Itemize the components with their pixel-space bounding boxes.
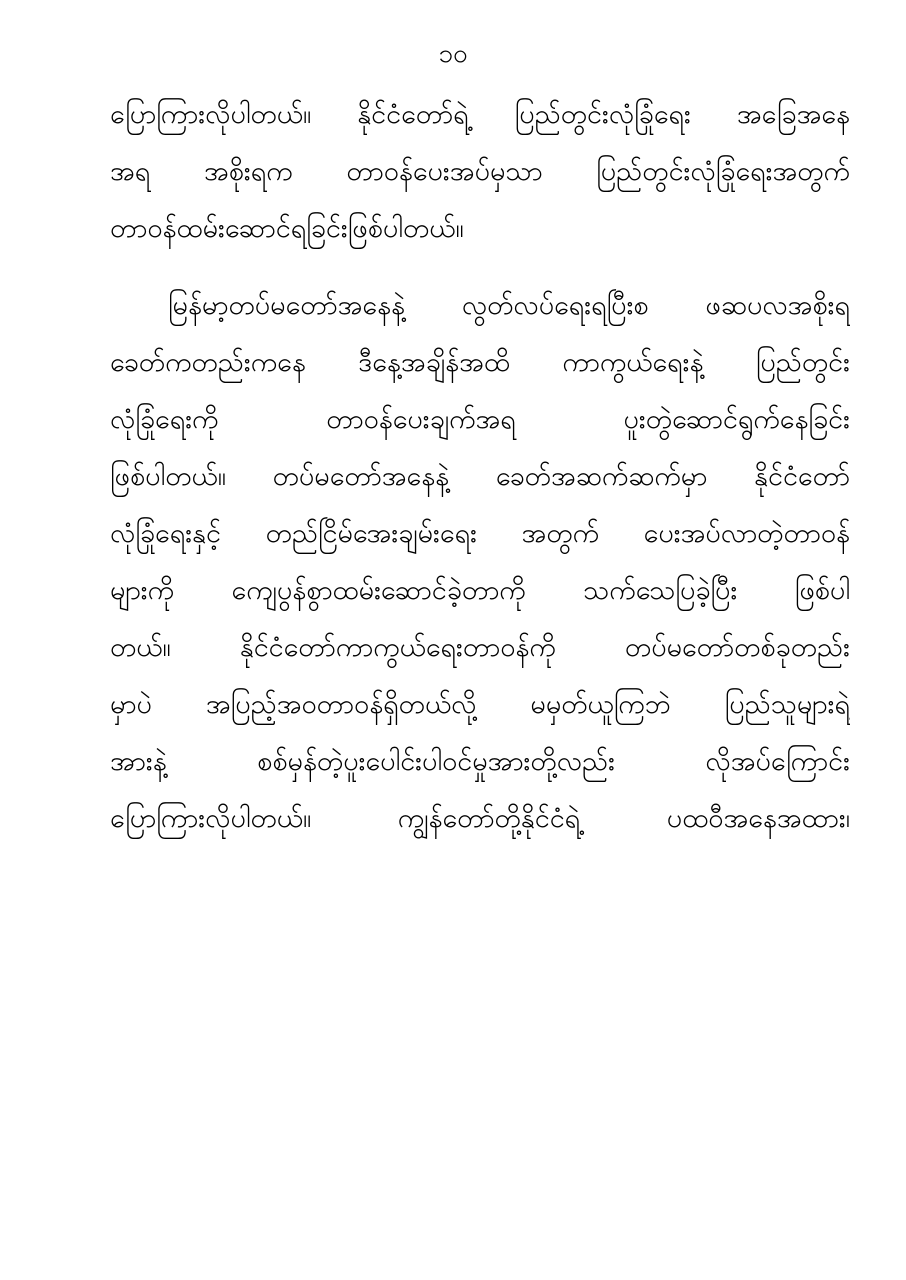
text-line (110, 86, 850, 143)
word: ဖဆပလအစိုးရ (705, 290, 850, 321)
word: မြန်မာ့တပ်မတော်အနေနဲ့ (168, 290, 406, 321)
text-line (110, 790, 850, 847)
word: ခေတ်ကတည်းကနေ (110, 347, 306, 378)
word: ပြောကြားလိုပါတယ်။ (110, 803, 312, 834)
text-line (110, 733, 850, 790)
word: ပထဝီအနေအထား၊ (666, 803, 850, 834)
word: မှာပဲ (110, 689, 152, 720)
text-line (110, 143, 850, 200)
page-number: ၁၀ (438, 39, 468, 69)
word: သက်သေပြခဲ့ပြီး (583, 575, 738, 606)
word: နိုင်ငံတော်ကာကွယ်ရေးတာဝန်ကို (239, 632, 556, 663)
word: အပြည့်အဝတာဝန်ရှိတယ်လို့ (205, 689, 477, 720)
word: လိုအပ်ကြောင်း (705, 746, 850, 777)
word: ပူးတွဲဆောင်ရွက်နေခြင်း (623, 404, 850, 435)
word: ဖြစ်ပါတယ်။ (110, 461, 226, 492)
word: တယ်။ (110, 632, 171, 663)
word: ဖြစ်ပါ (794, 575, 850, 606)
word: ပြောကြားလိုပါတယ်။ (110, 99, 312, 130)
paragraph-2 (110, 277, 850, 847)
word: စစ်မှန်တဲ့ပူးပေါင်းပါဝင်မှုအားတို့လည်း (257, 746, 615, 777)
word: ကျွန်တော်တို့နိုင်ငံရဲ့ (397, 803, 581, 834)
text-line (110, 676, 850, 733)
word: ကျေပွန်စွာထမ်းဆောင်ခဲ့တာကို (231, 575, 526, 606)
word: တပ်မတော်တစ်ခုတည်း (624, 632, 850, 663)
word: များကို (110, 575, 175, 606)
word: ကာကွယ်ရေးနဲ့ (562, 347, 704, 378)
text-line (110, 505, 850, 562)
word: တာဝန်ပေးအပ်မှသာ (346, 156, 543, 187)
word: တည်ငြိမ်အေးချမ်းရေး (265, 518, 477, 549)
word: ပြည်တွင်း (755, 347, 850, 378)
word: နိုင်ငံတော်ရဲ့ (357, 99, 469, 130)
word: အခြေအနေ (736, 99, 850, 130)
text-line (110, 334, 850, 391)
word: အတွက် (521, 518, 600, 549)
text-line (110, 391, 850, 448)
paragraph-1 (110, 86, 850, 257)
word: မမှတ်ယူကြဘဲ (530, 689, 671, 720)
word: အစိုးရက (203, 156, 293, 187)
body-text (110, 86, 850, 847)
text-line (110, 562, 850, 619)
word: တာဝန်ထမ်းဆောင်ရခြင်းဖြစ်ပါတယ်။ (110, 213, 464, 244)
word: တပ်မတော်အနေနဲ့ (272, 461, 450, 492)
text-line (110, 200, 850, 257)
word: ခေတ်အဆက်ဆက်မှာ (495, 461, 708, 492)
word: လုံခြုံရေးကို (110, 404, 219, 435)
word: လုံခြုံရေးနှင့် (110, 518, 221, 549)
word: ပြည်တွင်းလုံခြုံရေး (514, 99, 691, 130)
word: အရ (110, 156, 151, 187)
word: နိုင်ငံတော် (754, 461, 850, 492)
word: ပြည်တွင်းလုံခြုံရေးအတွက် (596, 156, 850, 187)
text-line (110, 619, 850, 676)
word: ပြည်သူများရဲ့ (724, 689, 850, 720)
text-line (110, 277, 850, 334)
word: လွတ်လပ်ရေးရပြီးစ (461, 290, 649, 321)
word: ပေးအပ်လာတဲ့တာဝန် (643, 518, 850, 549)
word: တာဝန်ပေးချက်အရ (326, 404, 516, 435)
word: ဒီနေ့အချိန်အထိ (358, 347, 510, 378)
text-line (110, 448, 850, 505)
word: အားနဲ့ (110, 746, 167, 777)
